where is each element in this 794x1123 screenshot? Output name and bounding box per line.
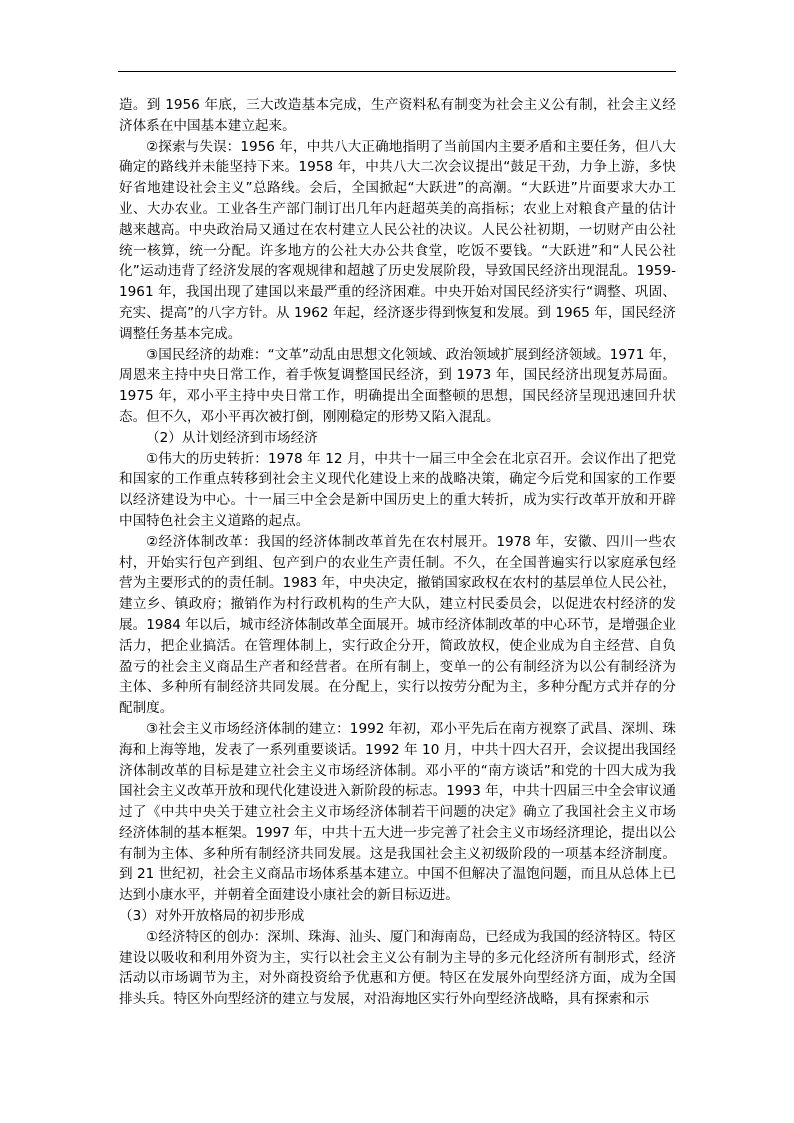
paragraph-continuation: 造。到 1956 年底，三大改造基本完成，生产资料私有制变为社会主义公有制，社会主义经济体系在中国基本建立起来。 [119,97,676,134]
section-heading-opening-up: （3）对外开放格局的初步形成 [119,908,305,925]
paragraph-market-economy-system: ③社会主义市场经济体制的建立：1992 年初，邓小平先后在南方视察了武昌、深圳、珠海和上海等地，发表了一系列重要谈话。1992 年 10 月，中共十四大召开，会议提出我国经济体制改革的目标是建立社会主义市场经济体制。邓小平的“南方谈话”和党的十四大成为我国社会主义改革开放和现代化建设进入新阶段的标志。1993 年，中共十四届三中全会审议通过了《中共中央关于建立社会主义市场经济体制若干问题的决定》确立了我国社会主义市场经济体制的基本框架。1997 年，中共十五大进一步完善了社会主义市场经济理论，提出以公有制为主体、多种所有制经济共同发展。这是我国社会主义初级阶段的一项基本经济制度。到 21 世纪初，社会主义商品市场体系基本建立。中国不但解决了温饱问题，而且从总体上已达到小康水平，并朝着全面建设小康社会的新目标迈进。 [119,720,676,904]
paragraph-economic-disaster: ③国民经济的劫难：“文革”动乱由思想文化领域、政治领域扩展到经济领域。1971 年，周恩来主持中央日常工作，着手恢复调整国民经济，到 1973 年，国民经济出现复苏局面。1975 年，邓小平主持中央日常工作，明确提出全面整顿的思想，国民经济呈现迅速回升状态。但不久，邓小平再次被打倒，刚刚稳定的形势又陷入混乱。 [119,346,676,425]
header-rule [118,71,676,72]
paragraph-exploration-and-mistakes: ②探索与失误：1956 年，中共八大正确地指明了当前国内主要矛盾和主要任务，但八大确定的路线并未能坚持下来。1958 年，中共八大二次会议提出“鼓足干劲，力争上游，多快好省地建设社会主义”总路线。会后，全国掀起“大跃进”的高潮。“大跃进”片面要求大办工业、大办农业。工业各生产部门制订出几年内赶超英美的高指标；农业上对粮食产量的估计越来越高。中央政治局又通过在农村建立人民公社的决议。人民公社初期，一切财产由公社统一核算，统一分配。许多地方的公社大办公共食堂，吃饭不要钱。“大跃进”和“人民公社化”运动违背了经济发展的客观规律和超越了历史发展阶段，导致国民经济出现混乱。1959-1961 年，我国出现了建国以来最严重的经济困难。中央开始对国民经济实行“调整、巩固、充实、提高”的八字方针。从 1962 年起，经济逐步得到恢复和发展。到 1965 年，国民经济调整任务基本完成。 [119,138,676,342]
paragraph-historic-turning-point: ①伟大的历史转折：1978 年 12 月，中共十一届三中全会在北京召开。会议作出了把党和国家的工作重点转移到社会主义现代化建设上来的战略决策，确定今后党和国家的工作要以经济建设为中心。十一届三中全会是新中国历史上的重大转折，成为实行改革开放和开辟中国特色社会主义道路的起点。 [119,450,676,529]
section-heading-planned-to-market: （2）从计划经济到市场经济 [146,429,318,446]
paragraph-special-economic-zones: ①经济特区的创办：深圳、珠海、汕头、厦门和海南岛，已经成为我国的经济特区。特区建设以吸收和利用外资为主，实行以社会主义公有制为主导的多元化经济所有制形式，经济活动以市场调节为主，对外商投资给予优惠和方便。特区在发展外向型经济方面，成为全国排头兵。特区外向型经济的建立与发展，对沿海地区实行外向型经济战略，具有探索和示 [119,928,676,1008]
document-body [119,95,676,1010]
paragraph-economic-reform: ②经济体制改革：我国的经济体制改革首先在农村展开。1978 年，安徽、四川一些农村，开始实行包产到组、包产到户的农业生产责任制。不久，在全国普遍实行以家庭承包经营为主要形式的的责任制。1983 年，中央决定，撤销国家政权在农村的基层单位人民公社，建立乡、镇政府；撤销作为村行政机构的生产大队，建立村民委员会，以促进农村经济的发展。1984 年以后，城市经济体制改革全面展开。城市经济体制改革的中心环节，是增强企业活力，把企业搞活。在管理体制上，实行政企分开，简政放权，使企业成为自主经营、自负盈亏的社会主义商品生产者和经营者。在所有制上，变单一的公有制经济为以公有制经济为主体、多种所有制经济共同发展。在分配上，实行以按劳分配为主，多种分配方式并存的分配制度。 [119,533,676,717]
